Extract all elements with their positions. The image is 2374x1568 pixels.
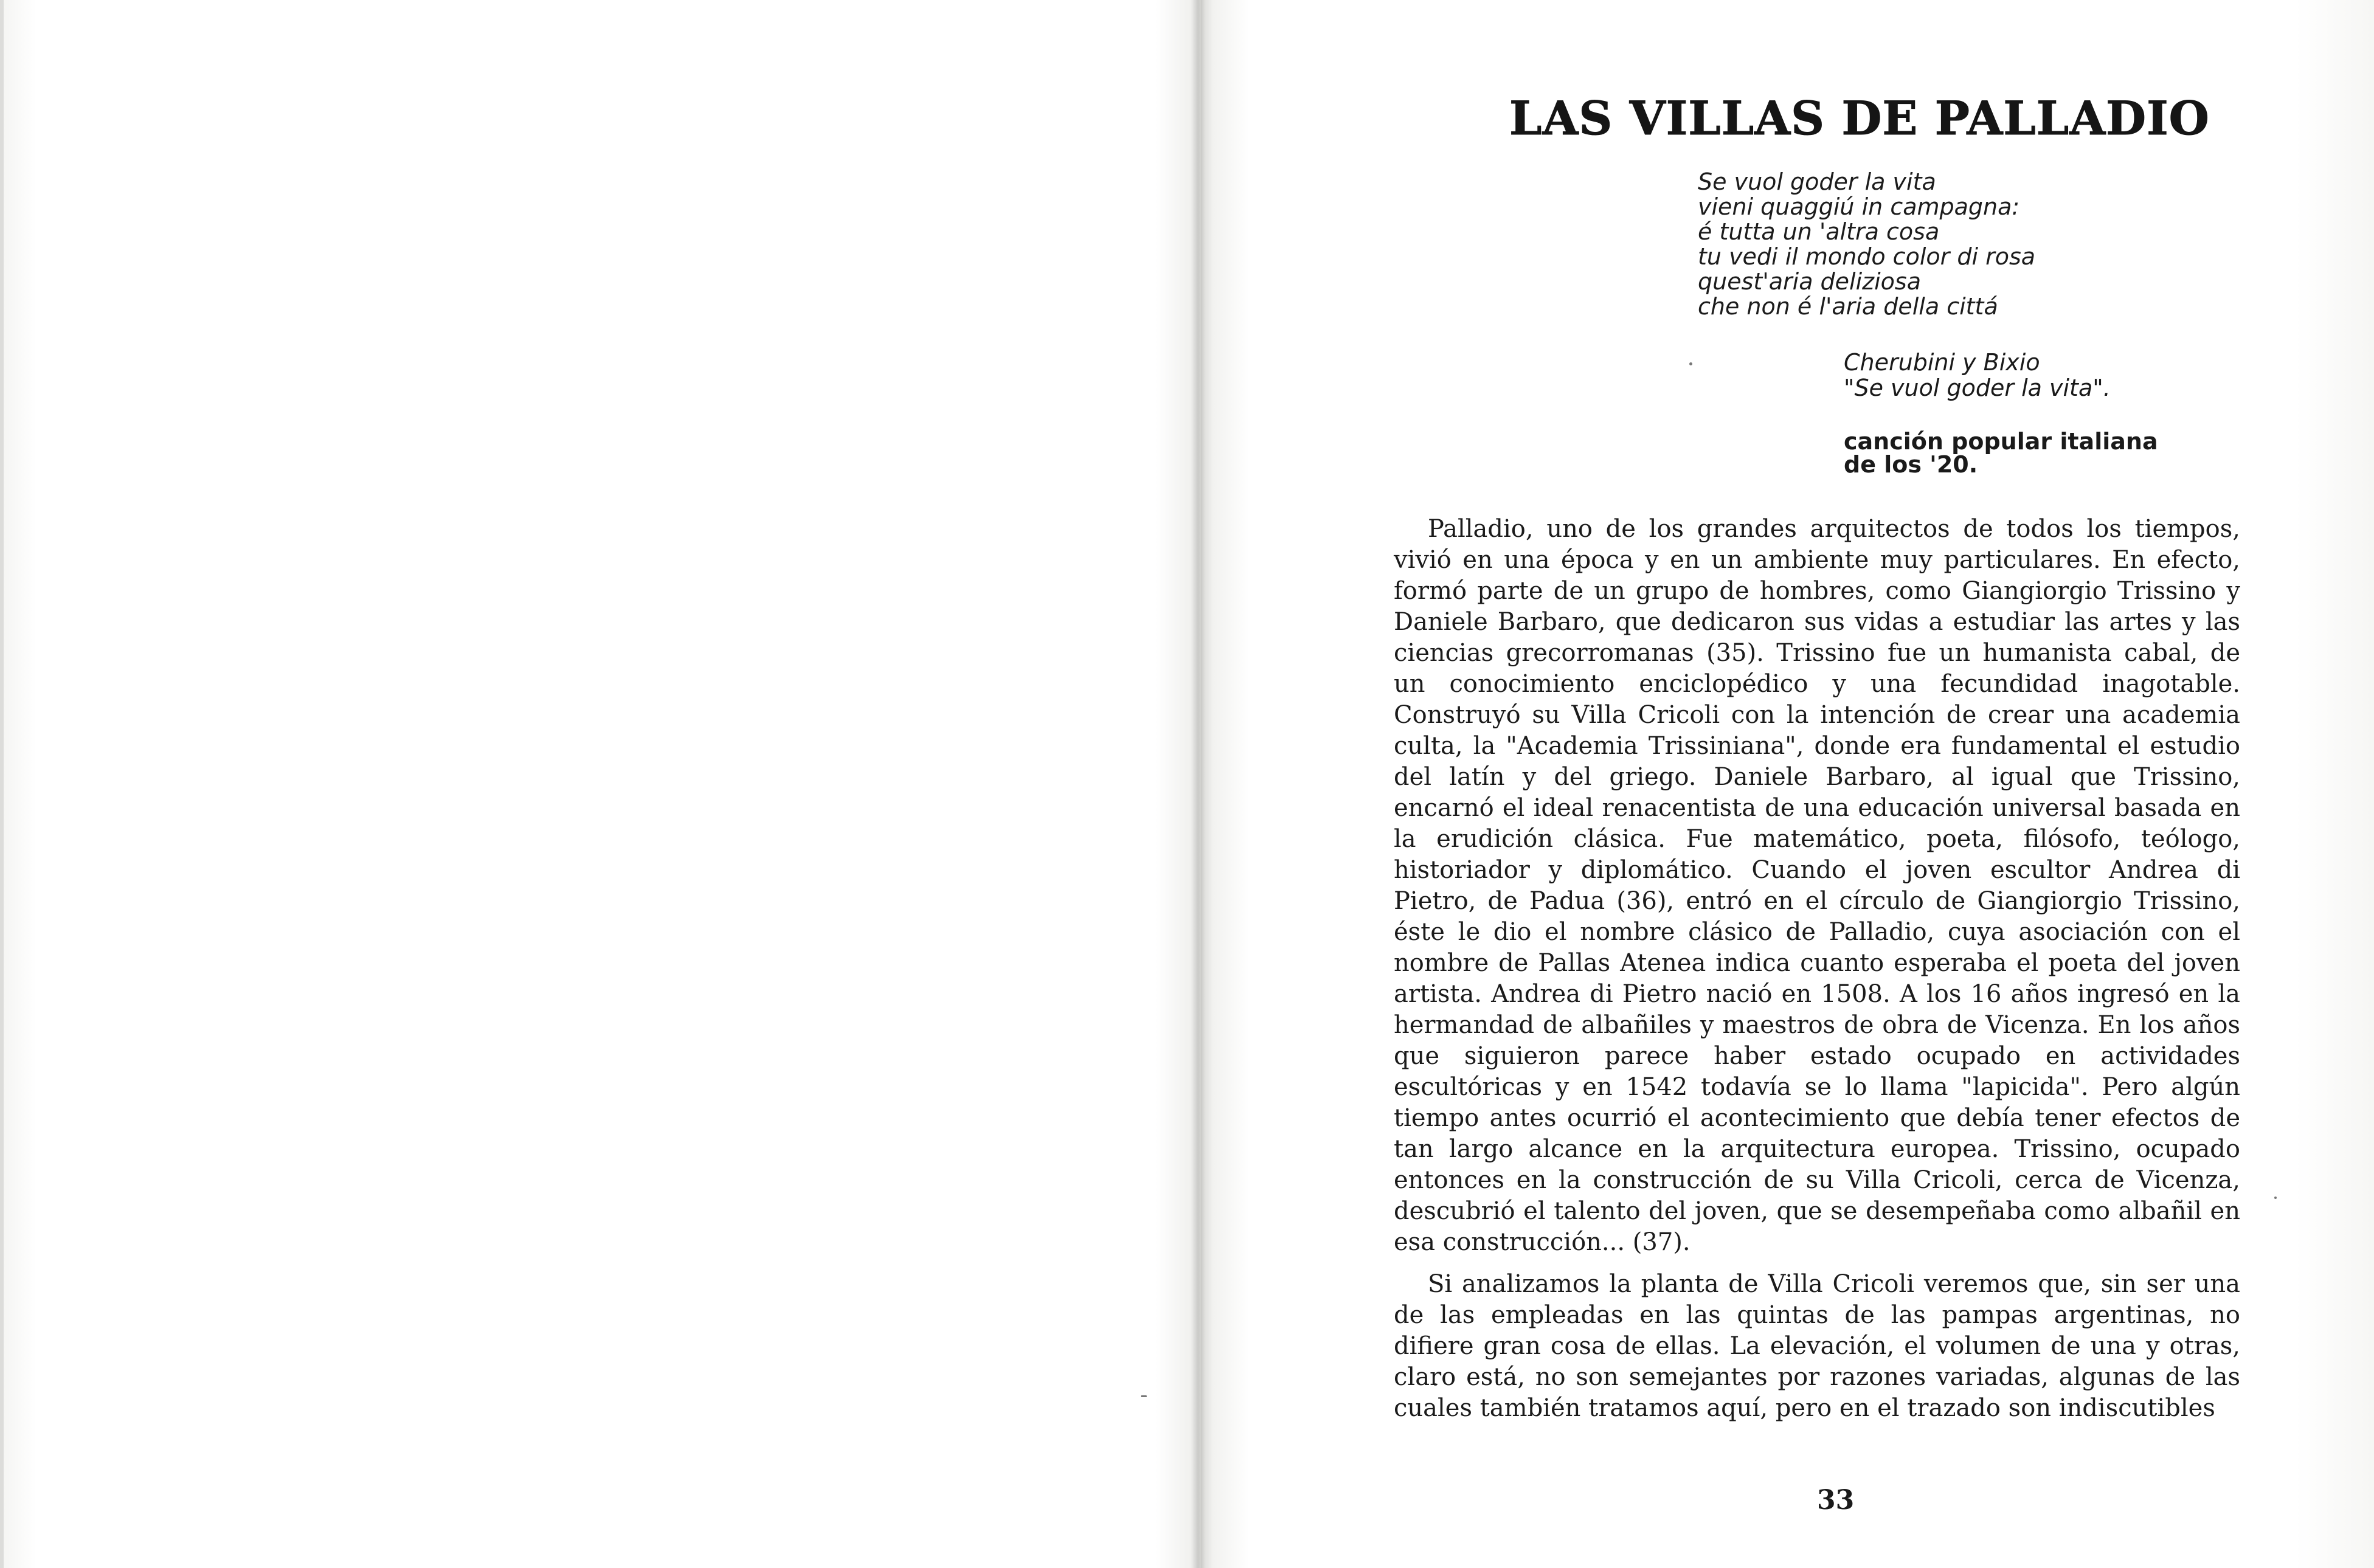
poem-line: che non é l'aria della cittá bbox=[1698, 293, 1998, 320]
epigraph-poem bbox=[1698, 170, 2240, 319]
body-text bbox=[1394, 514, 2240, 1424]
page-content bbox=[1394, 91, 2240, 1435]
attribution-line: Cherubini y Bixio bbox=[1844, 349, 2040, 376]
scan-speck bbox=[2274, 1197, 2277, 1199]
book-gutter bbox=[1191, 0, 1205, 1568]
source-line: de los '20. bbox=[1844, 451, 1978, 478]
poem-line: vieni quaggiú in campagna: bbox=[1698, 193, 2020, 220]
epigraph-source bbox=[1844, 430, 2240, 476]
poem-line: quest'aria deliziosa bbox=[1698, 268, 1922, 295]
source-line: canción popular italiana bbox=[1844, 428, 2158, 455]
poem-line: Se vuol goder la vita bbox=[1698, 168, 1936, 195]
page-number: 33 bbox=[1817, 1485, 1855, 1516]
chapter-title: LAS VILLAS DE PALLADIO bbox=[1509, 91, 2210, 145]
poem-line: é tutta un 'altra cosa bbox=[1698, 218, 1940, 245]
body-paragraph: Palladio, uno de los grandes arquitectos de todos los tiempos, vivió en una época y en un ambiente muy particulares. En efecto, formó parte de un grupo de hombres, como Giangiorgio Trissino y Daniele Barbaro, que dedicaron sus vidas a estudiar las artes y las ciencias grecorromanas (35). Trissino fue un humanista cabal, de un conocimiento enciclopédico y una fecundidad inagotable. Construyó su Villa Cricoli con la intención de crear una academia culta, la "Academia Trissiniana", donde era fundamental el estudio del latín y del griego. Daniele Barbaro, al igual que Trissino, encarnó el ideal renacentista de una educación universal basada en la erudición clásica. Fue matemático, poeta, filósofo, teólogo, historiador y diplomático. Cuando el joven escultor Andrea di Pietro, de Padua (36), entró en el círculo de Giangiorgio Trissino, éste le dio el nombre clásico de Palladio, cuya asociación con el nombre de Pallas Atenea indica cuanto esperaba el poeta del joven artista. Andrea di Pietro nació en 1508. A los 16 años ingresó en la hermandad de albañiles y maestros de obra de Vicenza. En los años que siguieron parece haber estado ocupado en actividades escultóricas y en 1542 todavía se lo llama "lapicida". Pero algún tiempo antes ocurrió el acontecimiento que debía tener efectos de tan largo alcance en la arquitectura europea. Trissino, ocupado entonces en la construcción de su Villa Cricoli, cerca de Vicenza, descubrió el talento del joven, que se desempeñaba como albañil en esa construcción... (37). bbox=[1394, 515, 2240, 1256]
body-paragraph: Si analizamos la planta de Villa Cricoli veremos que, sin ser una de las empleadas en las quintas de las pampas argentinas, no difiere gran cosa de ellas. La elevación, el volumen de una y otras, claro está, no son semejantes por razones variadas, algunas de las cuales también tratamos aquí, pero en el trazado son indiscutibles bbox=[1394, 1270, 2240, 1422]
page-edge bbox=[0, 0, 4, 1568]
epigraph-attribution bbox=[1844, 350, 2240, 401]
scan-speck bbox=[1141, 1395, 1147, 1397]
poem-line: tu vedi il mondo color di rosa bbox=[1698, 243, 2036, 270]
attribution-line: "Se vuol goder la vita". bbox=[1844, 375, 2111, 401]
